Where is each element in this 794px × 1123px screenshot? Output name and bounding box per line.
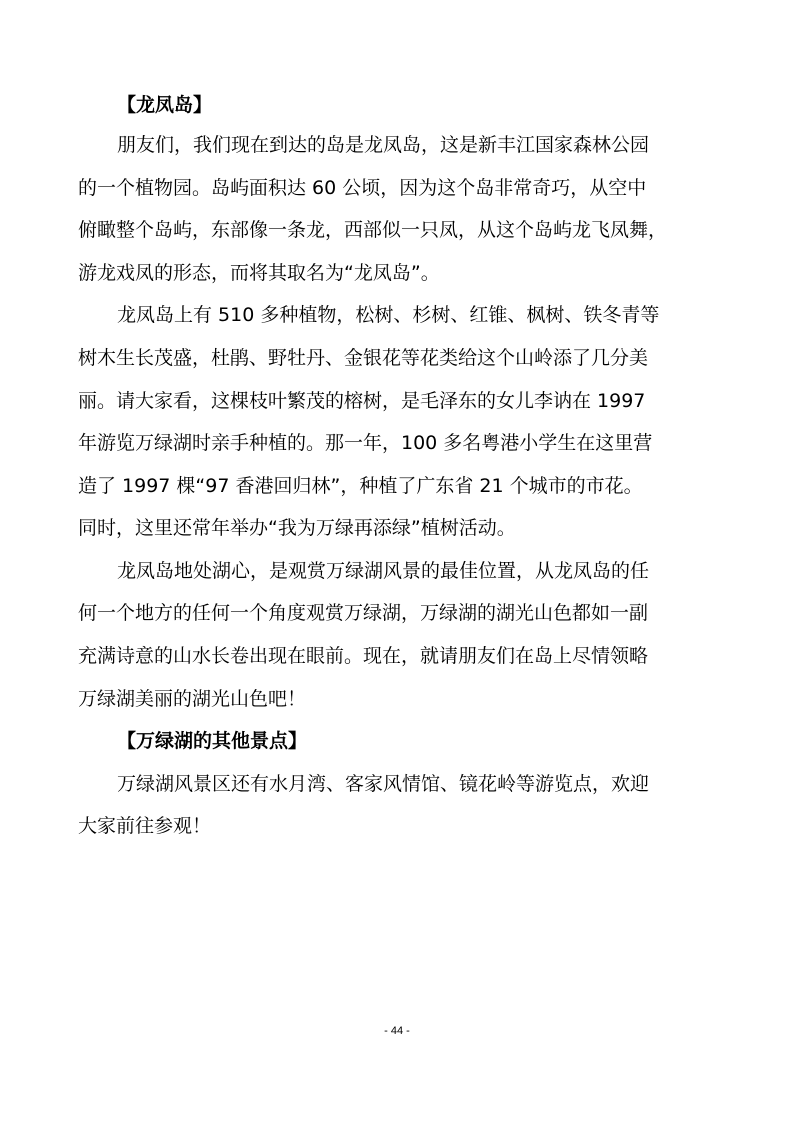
section-heading-longfeng-island: 【龙凤岛】 xyxy=(117,94,213,116)
paragraph-line: 万绿湖风景区还有水月湾、客家风情馆、镜花岭等游览点，欢迎 xyxy=(117,773,650,795)
paragraph-line: 龙凤岛上有 510 多种植物，松树、杉树、红锥、枫树、铁冬青等 xyxy=(117,304,660,326)
page-number: - 44 - xyxy=(384,1025,410,1037)
paragraph-line: 龙凤岛地处湖心，是观赏万绿湖风景的最佳位置，从龙凤岛的任 xyxy=(117,560,650,582)
paragraph-line: 的一个植物园。岛屿面积达 60 公顷，因为这个岛非常奇巧，从空中 xyxy=(78,177,647,199)
paragraph-line: 同时，这里还常年举办“我为万绿再添绿”植树活动。 xyxy=(78,517,516,539)
paragraph-line: 充满诗意的山水长卷出现在眼前。现在，就请朋友们在岛上尽情领略 xyxy=(78,645,649,667)
paragraph-line: 大家前往参观！ xyxy=(78,815,212,837)
paragraph-line: 俯瞰整个岛屿，东部像一条龙，西部似一只凤，从这个岛屿龙飞凤舞， xyxy=(78,219,668,241)
section-heading-other-attractions: 【万绿湖的其他景点】 xyxy=(117,730,308,752)
paragraph-line: 年游览万绿湖时亲手种植的。那一年，100 多名粤港小学生在这里营 xyxy=(78,432,653,454)
paragraph-line: 万绿湖美丽的湖光山色吧！ xyxy=(78,688,307,710)
paragraph-line: 丽。请大家看，这棵枝叶繁茂的榕树，是毛泽东的女儿李讷在 1997 xyxy=(78,390,646,412)
paragraph-line: 树木生长茂盛，杜鹃、野牡丹、金银花等花类给这个山岭添了几分美 xyxy=(78,347,649,369)
paragraph-line: 游龙戏凤的形态，而将其取名为“龙凤岛”。 xyxy=(78,262,440,284)
paragraph-line: 造了 1997 棵“97 香港回归林”，种植了广东省 21 个城市的市花。 xyxy=(78,475,643,497)
paragraph-line: 朋友们，我们现在到达的岛是龙凤岛，这是新丰江国家森林公园 xyxy=(117,134,650,156)
paragraph-line: 何一个地方的任何一个角度观赏万绿湖，万绿湖的湖光山色都如一副 xyxy=(78,602,649,624)
